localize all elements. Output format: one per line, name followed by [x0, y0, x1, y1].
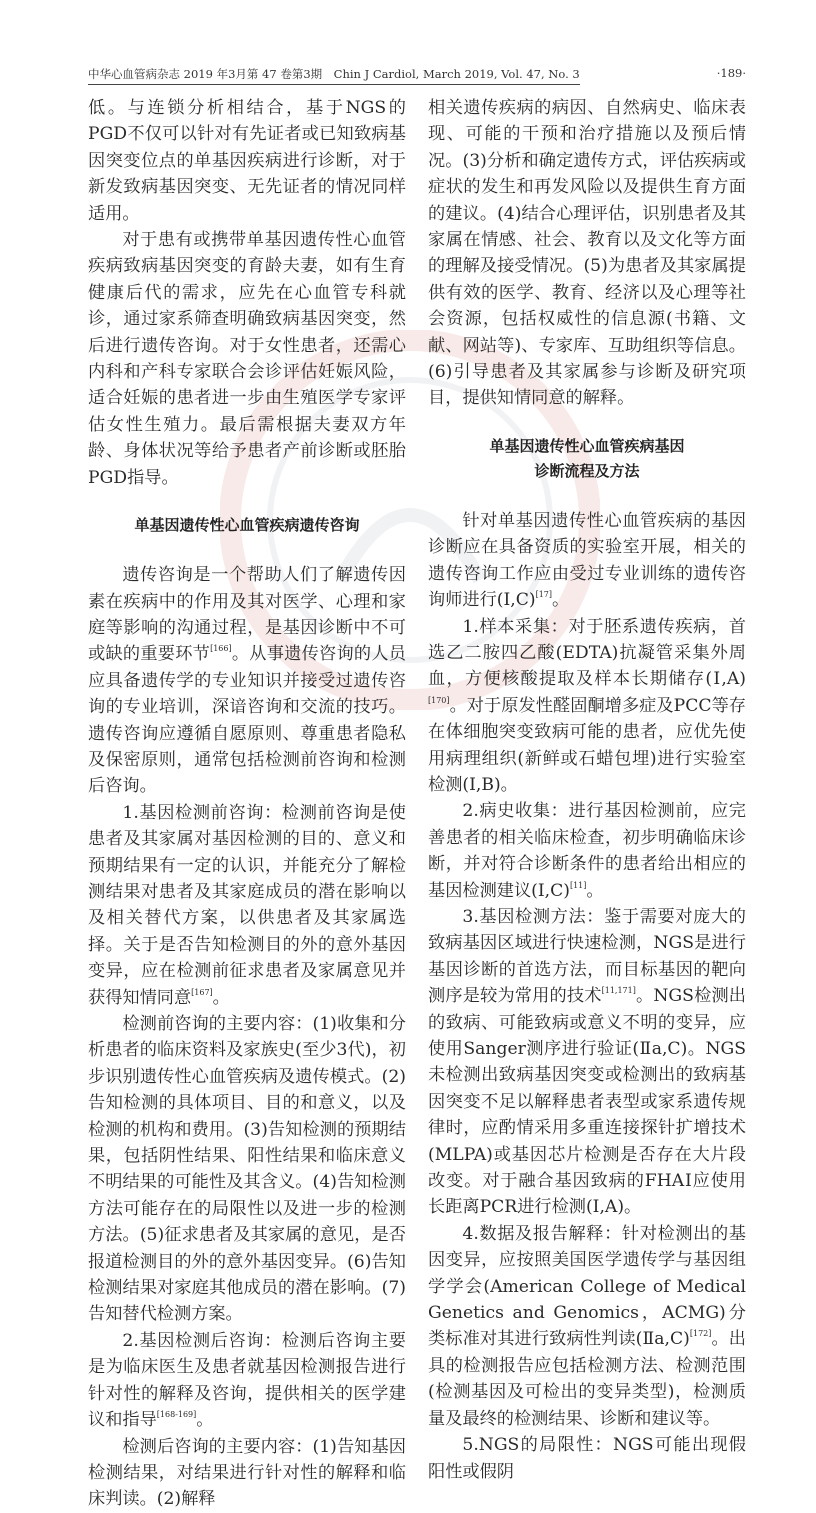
citation-ref: [168-169]: [156, 1410, 197, 1420]
journal-citation: 中华心血管病杂志 2019 年3月第 47 卷第3期 Chin J Cardiol, March 2019, Vol. 47, No. 3: [88, 66, 580, 85]
paragraph-text: 。出具的检测报告应包括检测方法、检测范围(检测基因及可检出的变异类型)，检测质量及最终的检测结果、诊断和建议等。: [428, 1329, 746, 1429]
paragraph-text: 检测前咨询的主要内容：(1)收集和分析患者的临床资料及家族史(至少3代)，初步识别遗传性心血管疾病及遗传模式。(2)告知检测的具体项目、目的和意义，以及检测的机构和费用。(3)告知检测的预期结果，包括阴性结果、阳性结果和临床意义不明结果的可能性及其含义。(4)告知检测方法可能存在的局限性以及进一步的检测方法。(5)征求患者及其家属的意见，是否报道检测目的外的意外基因变异。(6)告知检测结果对家庭其他成员的潜在影响。(7)告知替代检测方案。: [88, 1014, 406, 1325]
paragraph-text: 检测后咨询的主要内容：(1)告知基因检测结果，对结果进行针对性的解释和临床判读。(2)解释: [88, 1436, 406, 1510]
paragraph-text: 。从事遗传咨询的人员应具备遗传学的专业知识并接受过遗传咨询的专业培训，深谙咨询和交流的技巧。遗传咨询应遵循自愿原则、尊重患者隐私及保密原则，通常包括检测前咨询和检测后咨询。: [88, 644, 406, 797]
body-paragraph: [88, 95, 406, 227]
citation-ref: [11,171]: [601, 986, 636, 996]
section-heading: [428, 434, 746, 484]
citation-ref: [17]: [535, 590, 552, 600]
body-paragraph: [428, 1432, 746, 1485]
page-number: ·189·: [716, 66, 746, 80]
body-paragraph: [88, 800, 406, 1011]
body-paragraph: [428, 95, 746, 412]
paragraph-text: 遗传咨询是一个帮助人们了解遗传因素在疾病中的作用及其对医学、心理和家庭等影响的沟通过程，是基因诊断中不可或缺的重要环节: [88, 565, 406, 665]
paragraph-text: 。: [552, 590, 570, 611]
paragraph-text: 。对于原发性醛固酮增多症及PCC等存在体细胞突变致病可能的患者，应优先使用病理组织(新鲜或石蜡包埋)进行实验室检测(Ⅰ,B)。: [428, 695, 746, 795]
section-heading-line: 单基因遗传性心血管疾病基因: [489, 436, 685, 455]
body-paragraph: [428, 904, 746, 1221]
paragraph-text: 相关遗传疾病的病因、自然病史、临床表现、可能的干预和治疗措施以及预后情况。(3)分析和确定遗传方式，评估疾病或症状的发生和再发风险以及提供生育方面的建议。(4)结合心理评估，识别患者及其家属在情感、社会、教育以及文化等方面的理解及接受情况。(5)为患者及其家属提供有效的医学、教育、经济以及心理等社会资源，包括权威性的信息源(书籍、文献、网站等)、专家库、互助组织等信息。(6)引导患者及其家属参与诊断及研究项目，提供知情同意的解释。: [428, 98, 746, 409]
running-header: [88, 64, 746, 86]
body-paragraph: [88, 1011, 406, 1328]
paragraph-text: 5.NGS的局限性：NGS可能出现假阳性或假阴: [428, 1435, 746, 1482]
paragraph-text: 2.病史收集：进行基因检测前，应完善患者的相关临床检查，初步明确临床诊断，并对符合诊断条件的患者给出相应的基因检测建议(Ⅰ,C): [428, 801, 746, 901]
paragraph-text: 。: [586, 880, 604, 901]
section-heading: [88, 513, 406, 538]
body-paragraph: [88, 562, 406, 800]
right-column: [428, 95, 746, 1485]
body-paragraph: [428, 508, 746, 614]
paragraph-text: 4.数据及报告解释：针对检测出的基因变异，应按照美国医学遗传学与基因组学学会(American College of Medical Genetics and Genomics，ACMG)分类标准对其进行致病性判读(Ⅱa,C): [428, 1223, 746, 1350]
paragraph-text: 对于患有或携带单基因遗传性心血管疾病致病基因突变的育龄夫妻，如有生育健康后代的需求，应先在心血管专科就诊，通过家系筛查明确致病基因突变，然后进行遗传咨询。对于女性患者，还需心内科和产科专家联合会诊评估妊娠风险，适合妊娠的患者进一步由生殖医学专家评估女性生殖力。最后需根据夫妻双方年龄、身体状况等给予患者产前诊断或胚胎PGD指导。: [88, 230, 406, 488]
paragraph-text: 。NGS检测出的致病、可能致病或意义不明的变异，应使用Sanger测序进行验证(Ⅱa,C)。NGS未检测出致病基因突变或检测出的致病基因突变不足以解释患者表型或家系遗传规律时，应酌情采用多重连接探针扩增技术(MLPA)或基因芯片检测是否存在大片段改变。对于融合基因致病的FHAⅠ应使用长距离PCR进行检测(Ⅰ,A)。: [428, 986, 746, 1218]
paragraph-text: 3.基因检测方法：鉴于需要对庞大的致病基因区域进行快速检测，NGS是进行基因诊断的首选方法，而目标基因的靶向测序是较为常用的技术: [428, 906, 746, 1007]
paragraph-text: 1.样本采集：对于胚系遗传疾病，首选乙二胺四乙酸(EDTA)抗凝管采集外周血，方便核酸提取及样本长期储存(Ⅰ,A): [428, 616, 746, 690]
body-paragraph: [428, 1221, 746, 1432]
citation-ref: [170]: [428, 695, 450, 705]
body-paragraph: [88, 1328, 406, 1434]
citation-ref: [167]: [191, 987, 213, 997]
paragraph-text: 。: [196, 1410, 214, 1431]
paragraph-text: 。: [212, 987, 230, 1008]
body-paragraph: [88, 227, 406, 491]
section-heading-line: 单基因遗传性心血管疾病遗传咨询: [134, 516, 360, 535]
body-paragraph: [88, 1434, 406, 1513]
body-paragraph: [428, 798, 746, 904]
paragraph-text: 针对单基因遗传性心血管疾病的基因诊断应在具备资质的实验室开展，相关的遗传咨询工作应由受过专业训练的遗传咨询师进行(Ⅰ,C): [428, 510, 746, 611]
section-heading-line: 诊断流程及方法: [534, 461, 640, 480]
left-column: [88, 95, 406, 1513]
paragraph-text: 2.基因检测后咨询：检测后咨询主要是为临床医生及患者就基因检测报告进行针对性的解释及咨询，提供相关的医学建议和指导: [88, 1330, 406, 1431]
citation-ref: [11]: [569, 880, 587, 890]
citation-ref: [166]: [210, 644, 232, 654]
body-paragraph: [428, 614, 746, 799]
citation-ref: [172]: [689, 1329, 712, 1339]
paragraph-text: 低。与连锁分析相结合，基于NGS的PGD不仅可以针对有先证者或已知致病基因突变位点的单基因疾病进行诊断，对于新发致病基因突变、无先证者的情况同样适用。: [88, 98, 406, 224]
paragraph-text: 1.基因检测前咨询：检测前咨询是使患者及其家属对基因检测的目的、意义和预期结果有一定的认识，并能充分了解检测结果对患者及其家庭成员的潜在影响以及相关替代方案，以供患者及其家属选择。关于是否告知检测目的外的意外基因变异，应在检测前征求患者及家属意见并获得知情同意: [88, 802, 406, 1008]
